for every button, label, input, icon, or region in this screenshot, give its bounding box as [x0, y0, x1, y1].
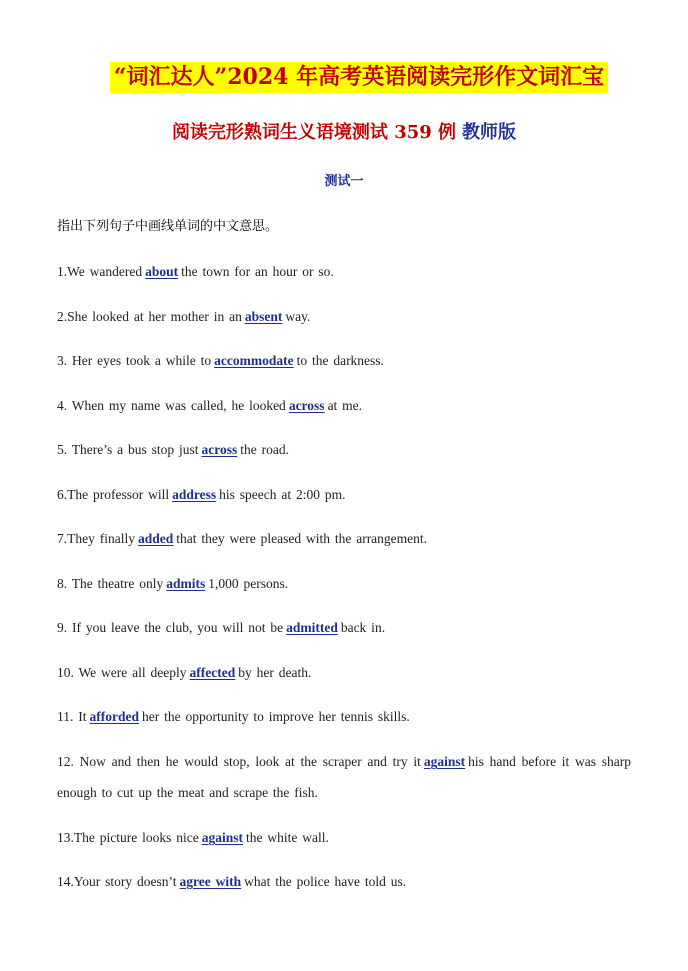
- sentence-before: 1.We wandered: [57, 264, 143, 279]
- sentence-after: his hand before it was sharp enough to cut up the meat and scrape the fish.: [57, 754, 631, 800]
- list-item: [57, 574, 631, 594]
- underlined-word: admits: [166, 576, 206, 591]
- sentence-after: at me.: [327, 398, 363, 413]
- page-title: “词汇达人”2024 年高考英语阅读完形作文词汇宝: [110, 62, 608, 93]
- list-item: [57, 396, 631, 416]
- sentence-before: 7.They finally: [57, 531, 135, 546]
- sentence-after: what the police have told us.: [244, 874, 407, 889]
- sentence-before: 9. If you leave the club, you will not be: [57, 620, 284, 635]
- underlined-word: across: [288, 398, 325, 413]
- sentence-before: 2.She looked at her mother in an: [57, 309, 242, 324]
- sentence-after: way.: [285, 309, 311, 324]
- underlined-word: added: [137, 531, 174, 546]
- page-subtitle: 阅读完形熟词生义语境测试 359 例: [171, 122, 457, 143]
- list-item: [57, 529, 631, 549]
- list-item: [57, 351, 631, 371]
- list-item: [57, 872, 631, 892]
- list-item: [57, 663, 631, 683]
- sentence-after: the white wall.: [245, 830, 329, 845]
- underlined-word: address: [172, 487, 217, 502]
- subtitle-row: [0, 120, 688, 146]
- sentence-after: 1,000 persons.: [208, 576, 289, 591]
- sentence-before: 3. Her eyes took a while to: [57, 353, 212, 368]
- underlined-word: admitted: [286, 620, 338, 635]
- underlined-word: afforded: [89, 709, 139, 724]
- underlined-word: about: [145, 264, 179, 279]
- list-item: [57, 707, 631, 727]
- sentence-before: 10. We were all deeply: [57, 665, 187, 680]
- list-item: [57, 307, 631, 327]
- list-item: [57, 262, 631, 282]
- list-item: [57, 485, 631, 505]
- sentence-after: by her death.: [238, 665, 312, 680]
- sentence-before: 4. When my name was called, he looked: [57, 398, 286, 413]
- sentence-after: her the opportunity to improve her tennis skills.: [142, 709, 410, 724]
- sentence-before: 12. Now and then he would stop, look at the scraper and try it: [57, 754, 421, 769]
- instruction-text: 指出下列句子中画线单词的中文意思。: [57, 219, 279, 234]
- sentence-before: 5. There’s a bus stop just: [57, 442, 199, 457]
- sentence-after: back in.: [340, 620, 386, 635]
- underlined-word: against: [201, 830, 243, 845]
- list-item: [57, 440, 631, 460]
- section-title: 测试一: [324, 174, 364, 189]
- underlined-word: accommodate: [214, 353, 294, 368]
- list-item: [57, 828, 631, 848]
- list-item: [57, 618, 631, 638]
- underlined-word: agree with: [179, 874, 242, 889]
- sentence-before: 13.The picture looks nice: [57, 830, 199, 845]
- sentence-after: the town for an hour or so.: [181, 264, 334, 279]
- sentence-before: 14.Your story doesn’t: [57, 874, 177, 889]
- sentence-after: to the darkness.: [296, 353, 384, 368]
- sentence-after: his speech at 2:00 pm.: [219, 487, 346, 502]
- underlined-word: absent: [244, 309, 283, 324]
- sentence-before: 11. It: [57, 709, 87, 724]
- sentence-after: the road.: [240, 442, 289, 457]
- title-row: [0, 62, 688, 93]
- sentence-before: 6.The professor will: [57, 487, 170, 502]
- sentence-before: 8. The theatre only: [57, 576, 164, 591]
- underlined-word: across: [201, 442, 238, 457]
- sentence-after: that they were pleased with the arrangement.: [176, 531, 428, 546]
- edition-label: 教师版: [462, 122, 517, 143]
- list-item: [57, 746, 631, 808]
- underlined-word: affected: [189, 665, 236, 680]
- underlined-word: against: [423, 754, 466, 769]
